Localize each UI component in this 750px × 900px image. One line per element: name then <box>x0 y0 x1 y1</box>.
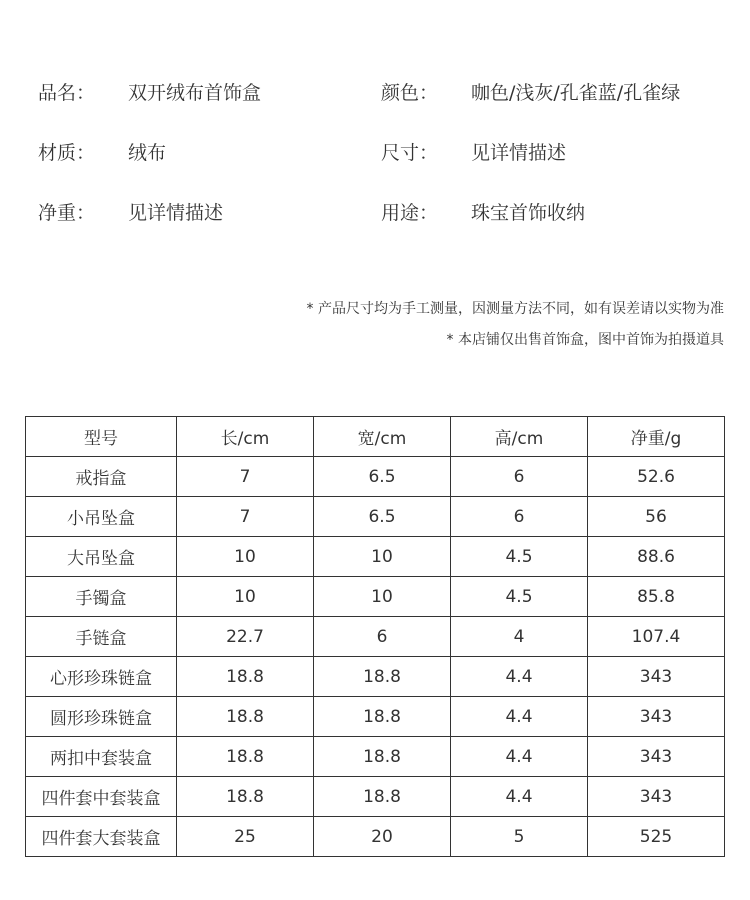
cell-model: 圆形珍珠链盒 <box>26 697 177 737</box>
cell-height: 4.4 <box>451 777 588 817</box>
spec-label: 品名： <box>38 82 96 104</box>
cell-model: 戒指盒 <box>26 457 177 497</box>
cell-length: 7 <box>177 497 314 537</box>
cell-length: 18.8 <box>177 737 314 777</box>
cell-width: 18.8 <box>314 697 451 737</box>
cell-width: 6.5 <box>314 497 451 537</box>
cell-width: 18.8 <box>314 737 451 777</box>
cell-model: 大吊坠盒 <box>26 537 177 577</box>
cell-model: 两扣中套装盒 <box>26 737 177 777</box>
spec-value: 珠宝首饰收纳 <box>471 202 586 224</box>
cell-length: 10 <box>177 577 314 617</box>
cell-weight: 343 <box>588 657 725 697</box>
cell-model: 手镯盒 <box>26 577 177 617</box>
header-model: 型号 <box>26 417 177 457</box>
spec-label: 净重： <box>38 202 96 224</box>
cell-width: 18.8 <box>314 777 451 817</box>
header-length: 长/cm <box>177 417 314 457</box>
cell-height: 4 <box>451 617 588 657</box>
cell-height: 4.4 <box>451 737 588 777</box>
cell-weight: 343 <box>588 697 725 737</box>
table-row <box>26 737 725 777</box>
cell-model: 四件套大套装盒 <box>26 817 177 857</box>
header-weight: 净重/g <box>588 417 725 457</box>
cell-width: 10 <box>314 577 451 617</box>
cell-width: 20 <box>314 817 451 857</box>
spec-value: 双开绒布首饰盒 <box>128 82 262 104</box>
cell-height: 6 <box>451 457 588 497</box>
cell-length: 18.8 <box>177 657 314 697</box>
cell-width: 18.8 <box>314 657 451 697</box>
header-width: 宽/cm <box>314 417 451 457</box>
cell-width: 10 <box>314 537 451 577</box>
cell-height: 4.4 <box>451 657 588 697</box>
cell-length: 18.8 <box>177 777 314 817</box>
cell-width: 6 <box>314 617 451 657</box>
size-table <box>25 416 725 857</box>
cell-weight: 343 <box>588 777 725 817</box>
cell-length: 10 <box>177 537 314 577</box>
cell-weight: 525 <box>588 817 725 857</box>
table-row <box>26 537 725 577</box>
table-row <box>26 497 725 537</box>
cell-model: 小吊坠盒 <box>26 497 177 537</box>
cell-weight: 107.4 <box>588 617 725 657</box>
spec-value: 绒布 <box>128 142 167 164</box>
cell-model: 四件套中套装盒 <box>26 777 177 817</box>
spec-value: 咖色/浅灰/孔雀蓝/孔雀绿 <box>471 82 681 104</box>
cell-weight: 343 <box>588 737 725 777</box>
cell-height: 4.5 <box>451 577 588 617</box>
cell-height: 4.4 <box>451 697 588 737</box>
cell-model: 手链盒 <box>26 617 177 657</box>
table-row <box>26 697 725 737</box>
cell-height: 4.5 <box>451 537 588 577</box>
cell-length: 7 <box>177 457 314 497</box>
spec-label: 尺寸： <box>381 142 439 164</box>
table-row <box>26 777 725 817</box>
cell-length: 25 <box>177 817 314 857</box>
spec-label: 材质： <box>38 142 96 164</box>
table-body <box>26 457 725 857</box>
cell-length: 22.7 <box>177 617 314 657</box>
table-row <box>26 457 725 497</box>
cell-height: 5 <box>451 817 588 857</box>
table-row <box>26 817 725 857</box>
cell-weight: 88.6 <box>588 537 725 577</box>
cell-length: 18.8 <box>177 697 314 737</box>
header-height: 高/cm <box>451 417 588 457</box>
table-header-row <box>26 417 725 457</box>
cell-height: 6 <box>451 497 588 537</box>
spec-label: 用途： <box>381 202 439 224</box>
table-row <box>26 617 725 657</box>
note-props: * 本店铺仅出售首饰盒，图中首饰为拍摄道具 <box>446 332 724 348</box>
cell-weight: 85.8 <box>588 577 725 617</box>
cell-weight: 56 <box>588 497 725 537</box>
note-measurement: * 产品尺寸均为手工测量，因测量方法不同，如有误差请以实物为准 <box>306 301 724 317</box>
cell-width: 6.5 <box>314 457 451 497</box>
cell-weight: 52.6 <box>588 457 725 497</box>
table-row <box>26 577 725 617</box>
table-row <box>26 657 725 697</box>
spec-value: 见详情描述 <box>471 142 567 164</box>
spec-value: 见详情描述 <box>128 202 224 224</box>
spec-label: 颜色： <box>381 82 439 104</box>
cell-model: 心形珍珠链盒 <box>26 657 177 697</box>
